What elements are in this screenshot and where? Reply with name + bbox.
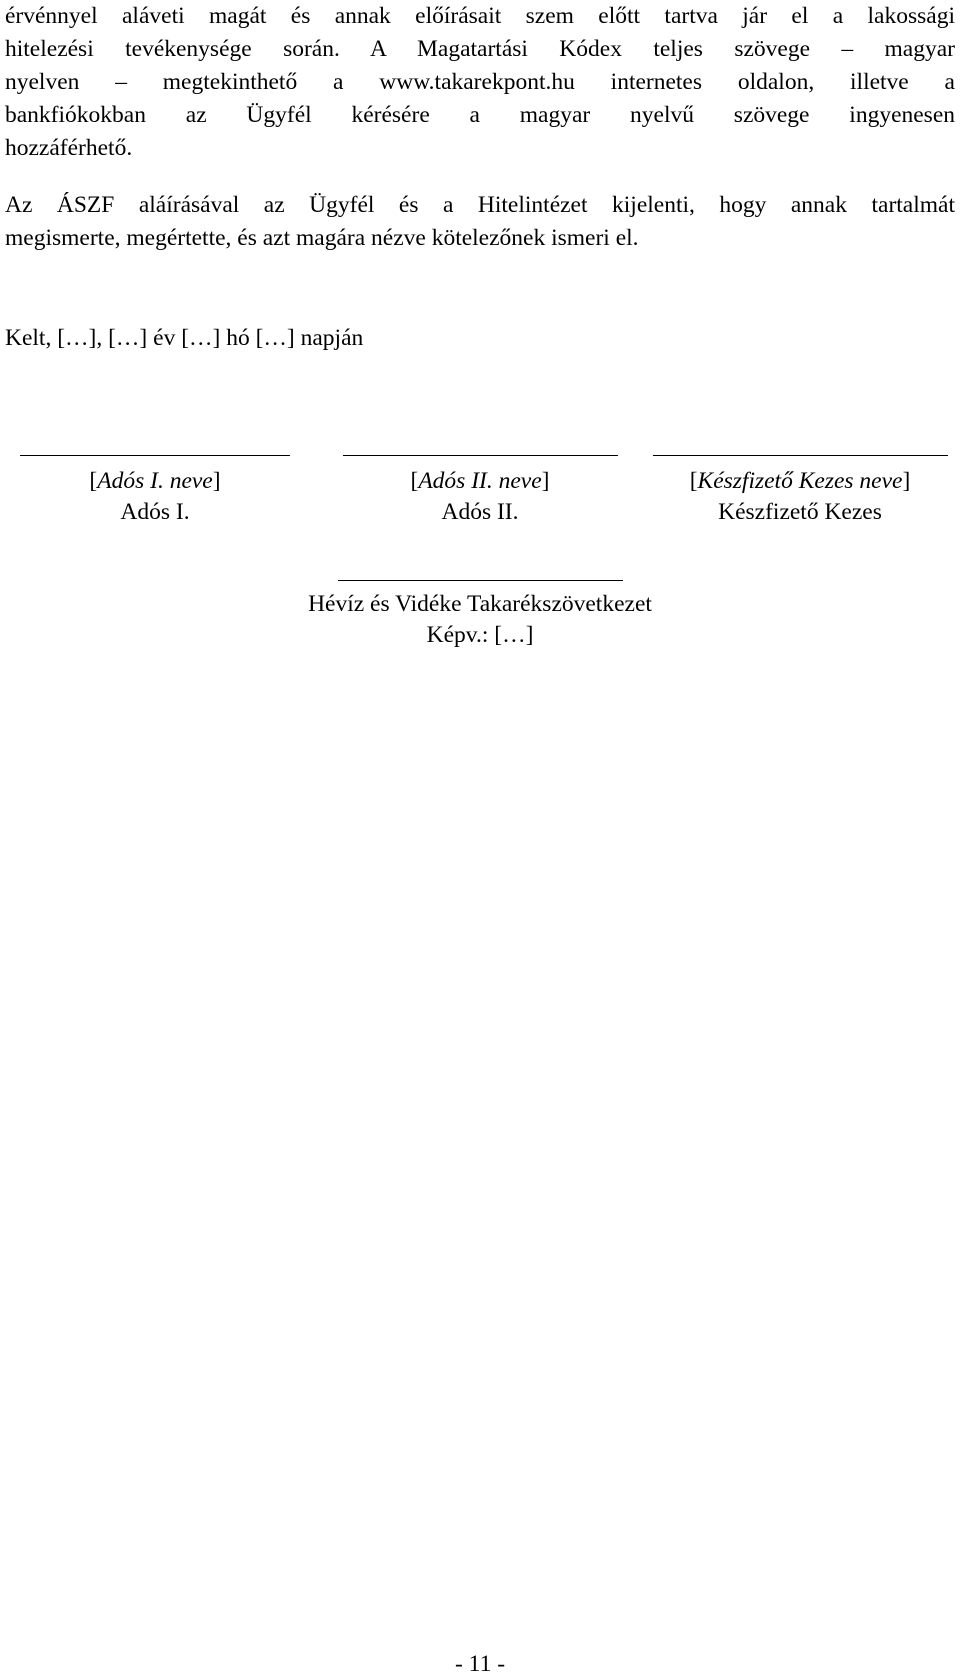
signature-role: Készfizető Kezes — [718, 499, 882, 525]
signature-name-placeholder: [Adós I. neve] — [89, 468, 221, 494]
signature-line — [20, 455, 290, 456]
signature-line — [338, 580, 623, 581]
signature-name-placeholder: [Készfizető Kezes neve] — [689, 468, 911, 494]
signature-block-debtor-1 — [20, 455, 290, 528]
signature-block-debtor-2 — [340, 455, 620, 528]
paragraph-line: nyelven – megtekinthető a www.takarekpont.hu internetes oldalon, illetve a — [5, 69, 955, 95]
paragraph-code-of-conduct — [5, 0, 955, 165]
signature-block-guarantor — [650, 455, 950, 528]
bank-representative: Képv.: […] — [426, 622, 534, 648]
paragraph-line: érvénnyel aláveti magát és annak előírásait szem előtt tartva jár el a lakossági — [5, 3, 955, 29]
paragraph-line: hozzáférhető. — [5, 135, 133, 161]
signature-name-placeholder: [Adós II. neve] — [410, 468, 550, 494]
page-number: - 11 - — [454, 1651, 506, 1677]
paragraph-line: Az ÁSZF aláírásával az Ügyfél és a Hitelintézet kijelenti, hogy annak tartalmát — [5, 192, 955, 218]
signature-role: Adós I. — [120, 499, 190, 525]
signature-role: Adós II. — [441, 499, 519, 525]
paragraph-aszf-acceptance — [5, 189, 955, 255]
paragraph-line: megismerte, megértette, és azt magára nézve kötelezőnek ismeri el. — [5, 225, 639, 251]
paragraph-line: hitelezési tevékenysége során. A Magatartási Kódex teljes szövege – magyar — [5, 36, 955, 62]
signature-line — [343, 455, 618, 456]
signature-line — [653, 455, 948, 456]
signature-block-bank — [280, 580, 680, 651]
bank-name: Hévíz és Vidéke Takarékszövetkezet — [308, 591, 652, 617]
paragraph-line: bankfiókokban az Ügyfél kérésére a magyar nyelvű szövege ingyenesen — [5, 102, 955, 128]
date-line: Kelt, […], […] év […] hó […] napján — [5, 325, 364, 351]
